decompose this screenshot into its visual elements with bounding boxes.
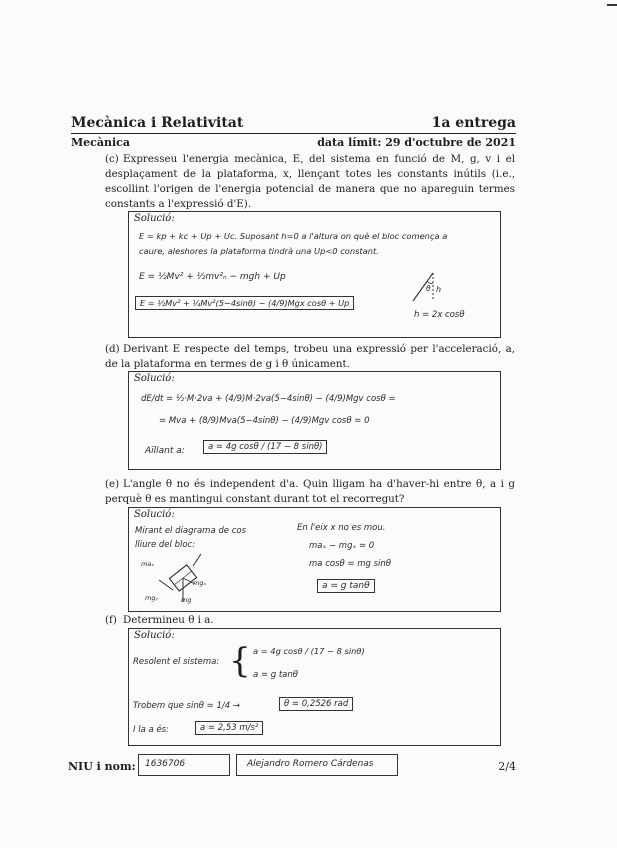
section-subtitle: Mecànica: [71, 136, 131, 149]
hw-fig-label: θ: [426, 284, 431, 293]
solution-label: Solució:: [134, 630, 175, 641]
hw-line: E = kp + kc + Up + Uc. Suposant h=0 a l'altura on què el bloc comença a: [139, 231, 448, 241]
hw-fig-equation: h = 2x cosθ: [414, 310, 465, 320]
hw-fig-label: h: [436, 285, 442, 294]
hw-fig-label: mg: [181, 596, 192, 604]
deadline: data límit: 29 d'octubre de 2021: [317, 136, 516, 149]
hw-equation: E = ½Mv² + ½mv²ₙ − mgh + Up: [139, 272, 286, 282]
hw-line: En l'eix x no es mou.: [297, 523, 386, 533]
question-text: Expresseu l'energia mecànica, E, del sistema en funció de M, g, v i el desplaçament de la plataforma, x, llençant totes les constants inútils (i.e., escollint l'origen de l'energia potencial de manera que no apareguin termes constants a l'expressió d'E).: [105, 153, 515, 210]
scan-mark: [607, 4, 617, 6]
hw-equation: ma cosθ = mg sinθ: [309, 559, 391, 569]
hw-line: = Mva + (8/9)Mva(5−4sinθ) − (4/9)Mgv cosθ = 0: [159, 416, 370, 426]
solution-box-f: [128, 628, 501, 746]
name-value: Alejandro Romero Cárdenas: [247, 759, 374, 769]
question-text: Determineu θ i a.: [123, 614, 214, 626]
hw-fig-label: maₓ: [141, 560, 155, 568]
page-number: 2/4: [498, 760, 516, 773]
header-rule: [71, 133, 516, 134]
hw-fig-label: mgᵧ: [145, 594, 158, 602]
hw-label: Aïllant a:: [145, 446, 185, 456]
question-c: [105, 152, 515, 212]
hw-answer-box: θ = 0,2526 rad: [279, 697, 353, 711]
question-d: [105, 342, 515, 372]
hw-equation: maₓ − mgₓ = 0: [309, 541, 375, 551]
hw-answer-box: a = 2,53 m/s²: [195, 721, 263, 735]
system-brace: {: [229, 641, 251, 681]
hw-line: dE/dt = ½·M·2va + (4/9)M·2va(5−4sinθ) − (4/9)Mgv cosθ =: [141, 394, 396, 404]
hw-line: caure, aleshores la plataforma tindrà una Up<0 constant.: [139, 246, 379, 256]
solution-label: Solució:: [134, 373, 175, 384]
solution-label: Solució:: [134, 509, 175, 520]
question-f: [105, 613, 515, 628]
hw-fig-label: mgₓ: [193, 579, 207, 587]
hw-line: lliure del bloc:: [135, 540, 196, 550]
course-title: Mecànica i Relativitat: [71, 115, 244, 131]
hw-line: Trobem que sinθ = 1/4 →: [133, 701, 240, 711]
hw-equation: a = g tanθ: [253, 670, 298, 680]
hw-answer-box: a = 4g cosθ / (17 − 8 sinθ): [203, 440, 327, 454]
hw-answer-box: a = g tanθ: [317, 579, 375, 593]
niu-value: 1636706: [145, 759, 186, 769]
solution-box-d: [128, 371, 501, 470]
question-label: (c): [105, 153, 119, 165]
hw-equation: a = 4g cosθ / (17 − 8 sinθ): [253, 646, 365, 656]
incline-sketch: [411, 267, 451, 307]
hw-answer-box: E = ½Mv² + ¼Mv²(5−4sinθ) − (4/9)Mgx cosθ + Up: [135, 296, 354, 310]
hw-label: I la a és:: [133, 725, 169, 735]
delivery-label: 1a entrega: [431, 115, 516, 131]
question-e: [105, 477, 515, 507]
hw-line: Mirant el diagrama de cos: [135, 526, 246, 536]
niu-label: NIU i nom:: [68, 760, 136, 773]
question-label: (e): [105, 478, 120, 490]
solution-box-e: [128, 507, 501, 612]
name-field: [236, 754, 398, 776]
niu-field: [138, 754, 230, 776]
hw-label: Resolent el sistema:: [133, 657, 220, 667]
question-text: L'angle θ no és independent d'a. Quin lligam ha d'haver-hi entre θ, a i g perquè θ es mantingui constant durant tot el recorregut?: [105, 478, 515, 505]
question-label: (f): [105, 614, 117, 626]
solution-box-c: [128, 211, 501, 338]
question-text: Derivant E respecte del temps, trobeu una expressió per l'acceleració, a, de la plataforma en termes de g i θ únicament.: [105, 343, 515, 370]
question-label: (d): [105, 343, 120, 355]
solution-label: Solució:: [134, 213, 175, 224]
